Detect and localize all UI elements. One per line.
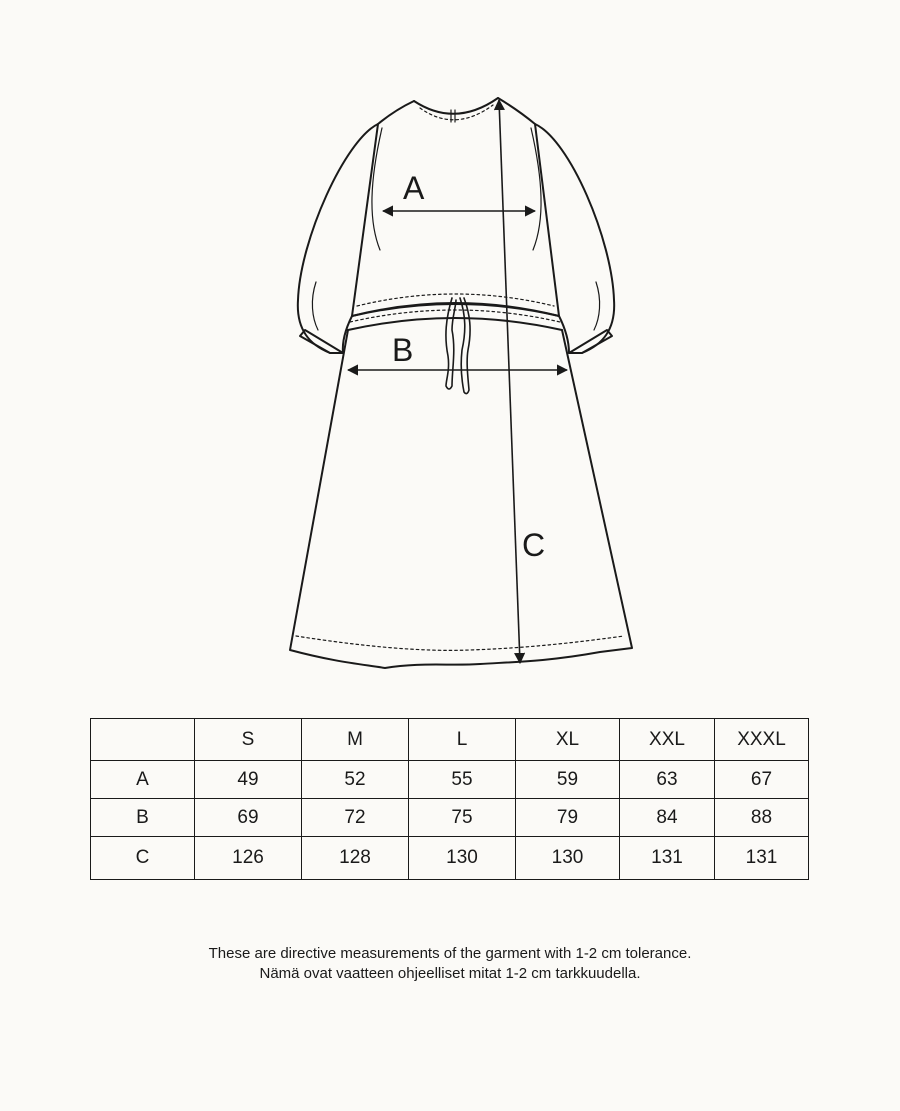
table-cell: 131	[715, 837, 809, 880]
measure-c-label: C	[522, 527, 546, 563]
size-header: XL	[516, 719, 620, 761]
table-cell: 55	[409, 761, 516, 799]
table-cell: 59	[516, 761, 620, 799]
table-row	[91, 799, 809, 837]
size-header: XXXL	[715, 719, 809, 761]
table-cell: 72	[302, 799, 409, 837]
note-english: These are directive measurements of the garment with 1-2 cm tolerance.	[208, 945, 692, 962]
size-header: L	[409, 719, 516, 761]
table-row	[91, 837, 809, 880]
table-cell: 126	[195, 837, 302, 880]
table-cell: 79	[516, 799, 620, 837]
table-cell: 88	[715, 799, 809, 837]
size-chart-table	[90, 718, 809, 880]
table-cell: 131	[620, 837, 715, 880]
table-corner-cell	[91, 719, 195, 761]
measure-b-label: B	[392, 332, 414, 368]
table-cell: 130	[516, 837, 620, 880]
measure-a-label: A	[403, 170, 425, 206]
table-cell: 130	[409, 837, 516, 880]
table-header-row	[91, 719, 809, 761]
table-cell: 84	[620, 799, 715, 837]
measure-c-arrow	[499, 100, 520, 663]
note-finnish: Nämä ovat vaatteen ohjeelliset mitat 1-2 cm tarkkuudella.	[259, 965, 641, 982]
table-cell: 69	[195, 799, 302, 837]
size-header: M	[302, 719, 409, 761]
table-cell: 49	[195, 761, 302, 799]
size-header: S	[195, 719, 302, 761]
row-label: B	[91, 799, 195, 837]
size-header: XXL	[620, 719, 715, 761]
measurement-arrows	[348, 100, 567, 663]
table-cell: 63	[620, 761, 715, 799]
row-label: A	[91, 761, 195, 799]
measurement-note	[0, 944, 900, 984]
dress-outline	[290, 98, 632, 668]
table-cell: 128	[302, 837, 409, 880]
table-row	[91, 761, 809, 799]
table-cell: 75	[409, 799, 516, 837]
table-cell: 67	[715, 761, 809, 799]
row-label: C	[91, 837, 195, 880]
table-cell: 52	[302, 761, 409, 799]
